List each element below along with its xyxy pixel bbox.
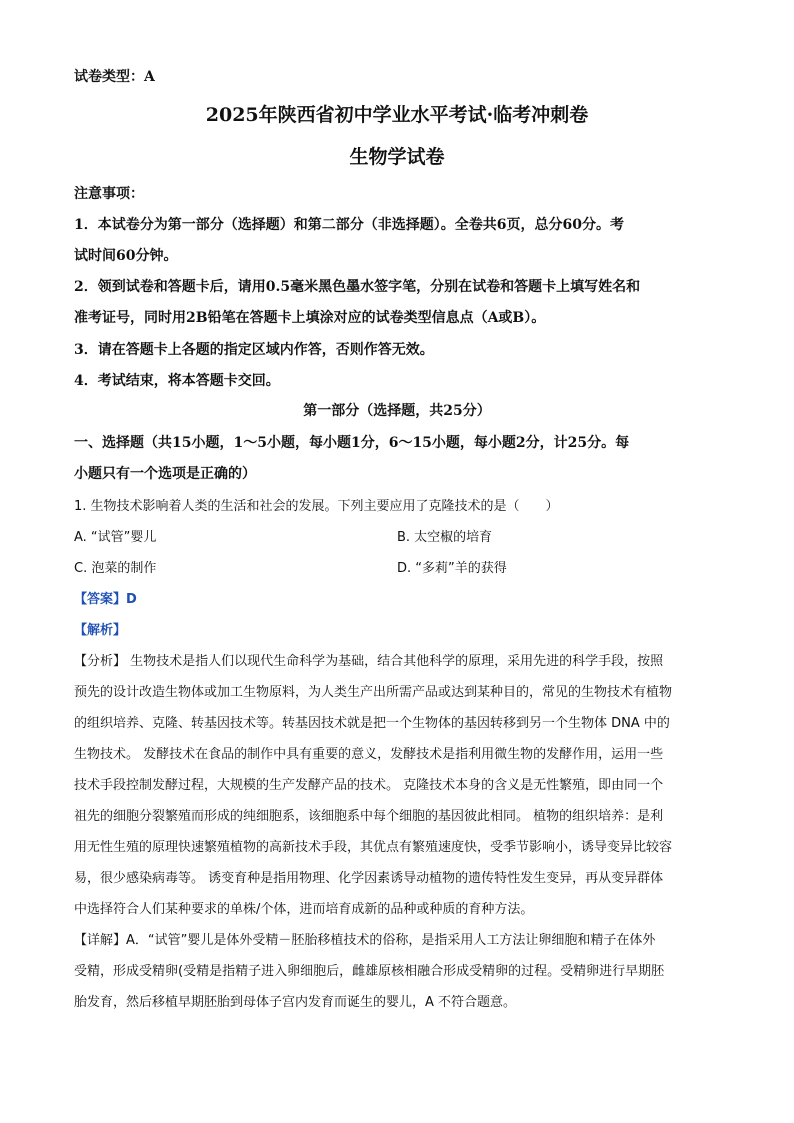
analysis-line: 受精，形成受精卵(受精是指精子进入卵细胞后，雌雄原核相融合形成受精卵的过程。受精卵进行早期胚 [74, 964, 665, 979]
answer-line: 【答案】D [74, 592, 137, 607]
note-line: 准考证号，同时用2B铅笔在答题卡上填涂对应的试卷类型信息点（A或B）。 [74, 310, 546, 326]
analysis-line: 易，很少感染病毒等。 诱变育种是指用物理、化学因素诱导动植物的遗传特性发生变异，再从变异群体 [74, 871, 664, 886]
option-a: A. “试管”婴儿 [74, 530, 157, 545]
section-heading-line: 一、选择题（共15小题，1～5小题，每小题1分，6～15小题，每小题2分，计25分。每 [74, 435, 630, 451]
analysis-line: 预先的设计改造生物体或加工生物原料，为人类生产出所需产品或达到某种目的，常见的生物技术有植物 [74, 685, 673, 700]
exam-title: 2025年陕西省初中学业水平考试·临考冲刺卷 [205, 104, 589, 126]
note-line: 2．领到试卷和答题卡后，请用0.5毫米黑色墨水签字笔，分别在试卷和答题卡上填写姓名和 [74, 279, 641, 295]
analysis-line: 中选择符合人们某种要求的单株/个体，进而培育成新的品种或种质的育种方法。 [74, 902, 534, 917]
exam-subtitle: 生物学试卷 [349, 146, 445, 168]
analysis-line: 用无性生殖的原理快速繁殖植物的高新技术手段，其优点有繁殖速度快，受季节影响小，诱导变异比较容 [74, 840, 673, 855]
analysis-line: 祖先的细胞分裂繁殖而形成的纯细胞系，该细胞系中每个细胞的基因彼此相同。 植物的组织培养：是利 [74, 809, 664, 824]
analysis-line: 生物技术。 发酵技术在食品的制作中具有重要的意义，发酵技术是指利用微生物的发酵作用，运用一些 [74, 747, 664, 762]
option-b: B. 太空椒的培育 [397, 530, 493, 545]
note-line: 3．请在答题卡上各题的指定区域内作答，否则作答无效。 [74, 342, 434, 358]
option-c: C. 泡菜的制作 [74, 561, 157, 576]
analysis-line: 【分析】 生物技术是指人们以现代生命科学为基础，结合其他科学的原理，采用先进的科学手段，按照 [74, 654, 664, 669]
question-stem: 1. 生物技术影响着人类的生活和社会的发展。下列主要应用了克隆技术的是（ ） [74, 499, 559, 514]
option-d: D. “多莉”羊的获得 [397, 561, 507, 576]
note-line: 4．考试结束，将本答题卡交回。 [74, 373, 280, 389]
note-line: 1．本试卷分为第一部分（选择题）和第二部分（非选择题）。全卷共6页，总分60分。考 [74, 217, 624, 233]
section-heading-line: 小题只有一个选项是正确的） [74, 466, 256, 482]
notes-heading: 注意事项： [74, 186, 144, 202]
part-one-heading: 第一部分（选择题，共25分） [303, 403, 491, 419]
note-line: 试时间60分钟。 [74, 248, 178, 264]
analysis-line: 技术手段控制发酵过程，大规模的生产发酵产品的技术。 克隆技术本身的含义是无性繁殖，即由同一个 [74, 778, 664, 793]
analysis-line: 的组织培养、克隆、转基因技术等。转基因技术就是把一个生物体的基因转移到另一个生物体 DNA 中的 [74, 716, 670, 731]
exam-type-label: 试卷类型：A [74, 69, 155, 85]
analysis-line: 【详解】A．“试管”婴儿是体外受精－胚胎移植技术的俗称，是指采用人工方法让卵细胞和精子在体外 [74, 933, 656, 948]
analysis-line: 胎发育，然后移植早期胚胎到母体子宫内发育而诞生的婴儿，A 不符合题意。 [74, 995, 517, 1010]
analysis-tag: 【解析】 [74, 623, 127, 638]
